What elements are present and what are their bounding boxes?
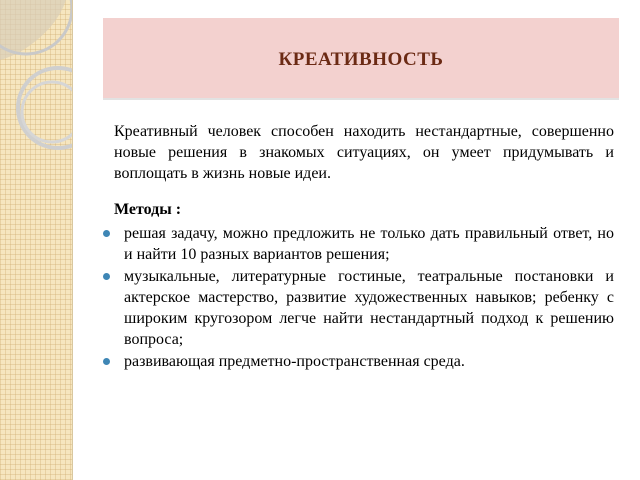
bullet-icon [103,273,110,280]
list-item [124,223,614,265]
methods-heading: Методы : [114,201,182,218]
decorative-rings-graphic [0,0,72,480]
slide-body [114,121,614,373]
list-item-text: решая задачу, можно предложить не только дать правильный ответ, но и найти 10 разных вариантов решения; [124,225,614,263]
intro-paragraph: Креативный человек способен находить нестандартные, совершенно новые решения в знакомых ситуациях, он умеет придумывать и воплощать в жизнь новые идеи. [114,123,614,182]
list-item-text: музыкальные, литературные гостиные, театральные постановки и актерское мастерство, развитие художественных навыков; ребенку с широким кругозором легче найти нестандартный подход к решению вопроса; [124,268,614,348]
bullet-icon [103,358,110,365]
list-item [124,351,614,372]
decorative-side-strip [0,0,73,480]
list-item-text: развивающая предметно-пространственная среда. [124,353,465,370]
bullet-icon [103,230,110,237]
methods-list [114,223,614,372]
title-banner [103,18,619,100]
slide-title: КРЕАТИВНОСТЬ [278,49,444,70]
list-item [124,266,614,350]
